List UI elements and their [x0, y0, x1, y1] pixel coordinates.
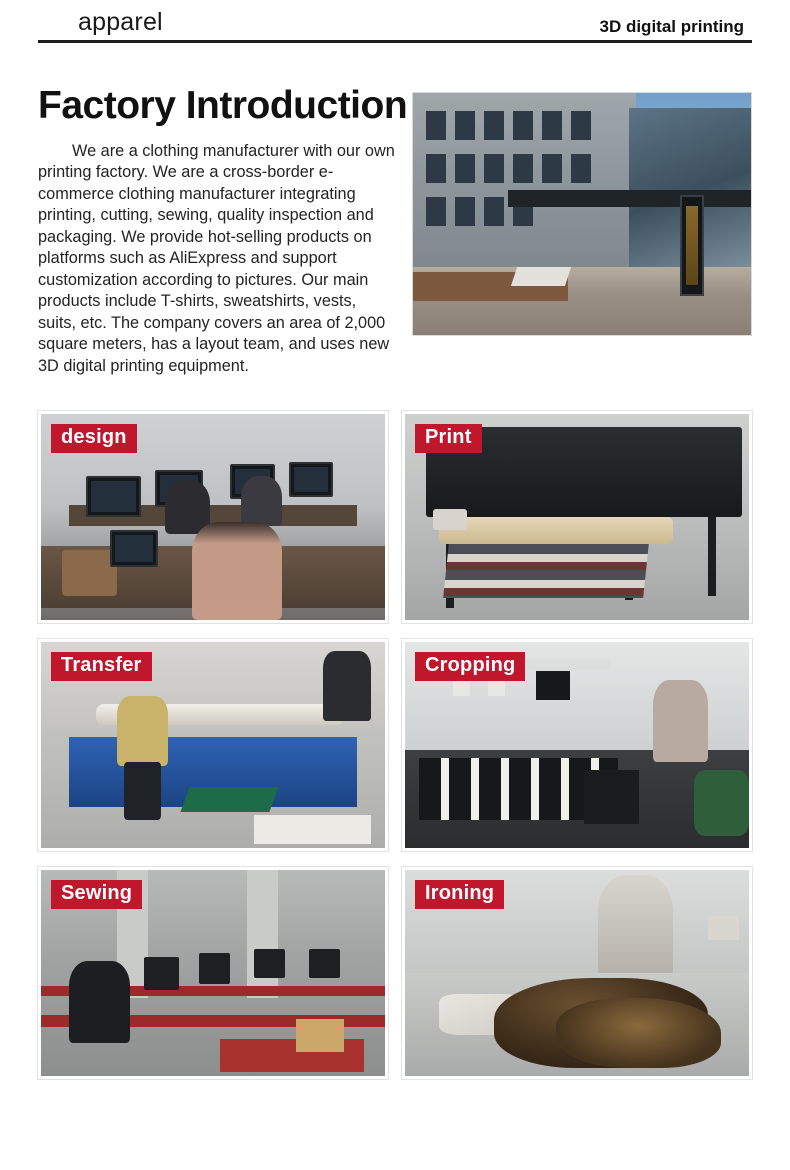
gallery-label-transfer: Transfer [51, 652, 152, 681]
header-tagline: 3D digital printing [599, 17, 744, 36]
gallery-label-ironing: Ironing [415, 880, 504, 909]
page-header [38, 0, 752, 42]
gallery-label-design: design [51, 424, 137, 453]
gallery-item-print[interactable] [402, 411, 752, 623]
gallery-label-print: Print [415, 424, 482, 453]
factory-introduction-section [38, 86, 752, 377]
process-photo-grid [38, 411, 752, 1079]
intro-paragraph: We are a clothing manufacturer with our own printing factory. We are a cross-border e-commerce clothing manufacturer integrating printing, cutting, sewing, quality inspection and packaging. We provide hot-selling products on platforms such as AliExpress and support customization according to pictures. Our main products include T-shirts, sweatshirts, vests, suits, etc. The company covers an area of 2,000 square meters, has a layout team, and uses new 3D digital printing equipment. [38, 141, 395, 375]
gallery-label-sewing: Sewing [51, 880, 142, 909]
gallery-label-cropping: Cropping [415, 652, 525, 681]
header-divider [38, 40, 752, 43]
gallery-item-ironing[interactable] [402, 867, 752, 1079]
brand-title: apparel [78, 8, 163, 36]
gallery-item-transfer[interactable] [38, 639, 388, 851]
intro-text-column [38, 86, 408, 377]
page-title: Factory Introduction [38, 84, 408, 127]
header-row [38, 10, 752, 40]
building-scene [413, 93, 751, 335]
factory-building-photo [412, 92, 752, 336]
gallery-item-cropping[interactable] [402, 639, 752, 851]
gallery-item-design[interactable] [38, 411, 388, 623]
gallery-item-sewing[interactable] [38, 867, 388, 1079]
